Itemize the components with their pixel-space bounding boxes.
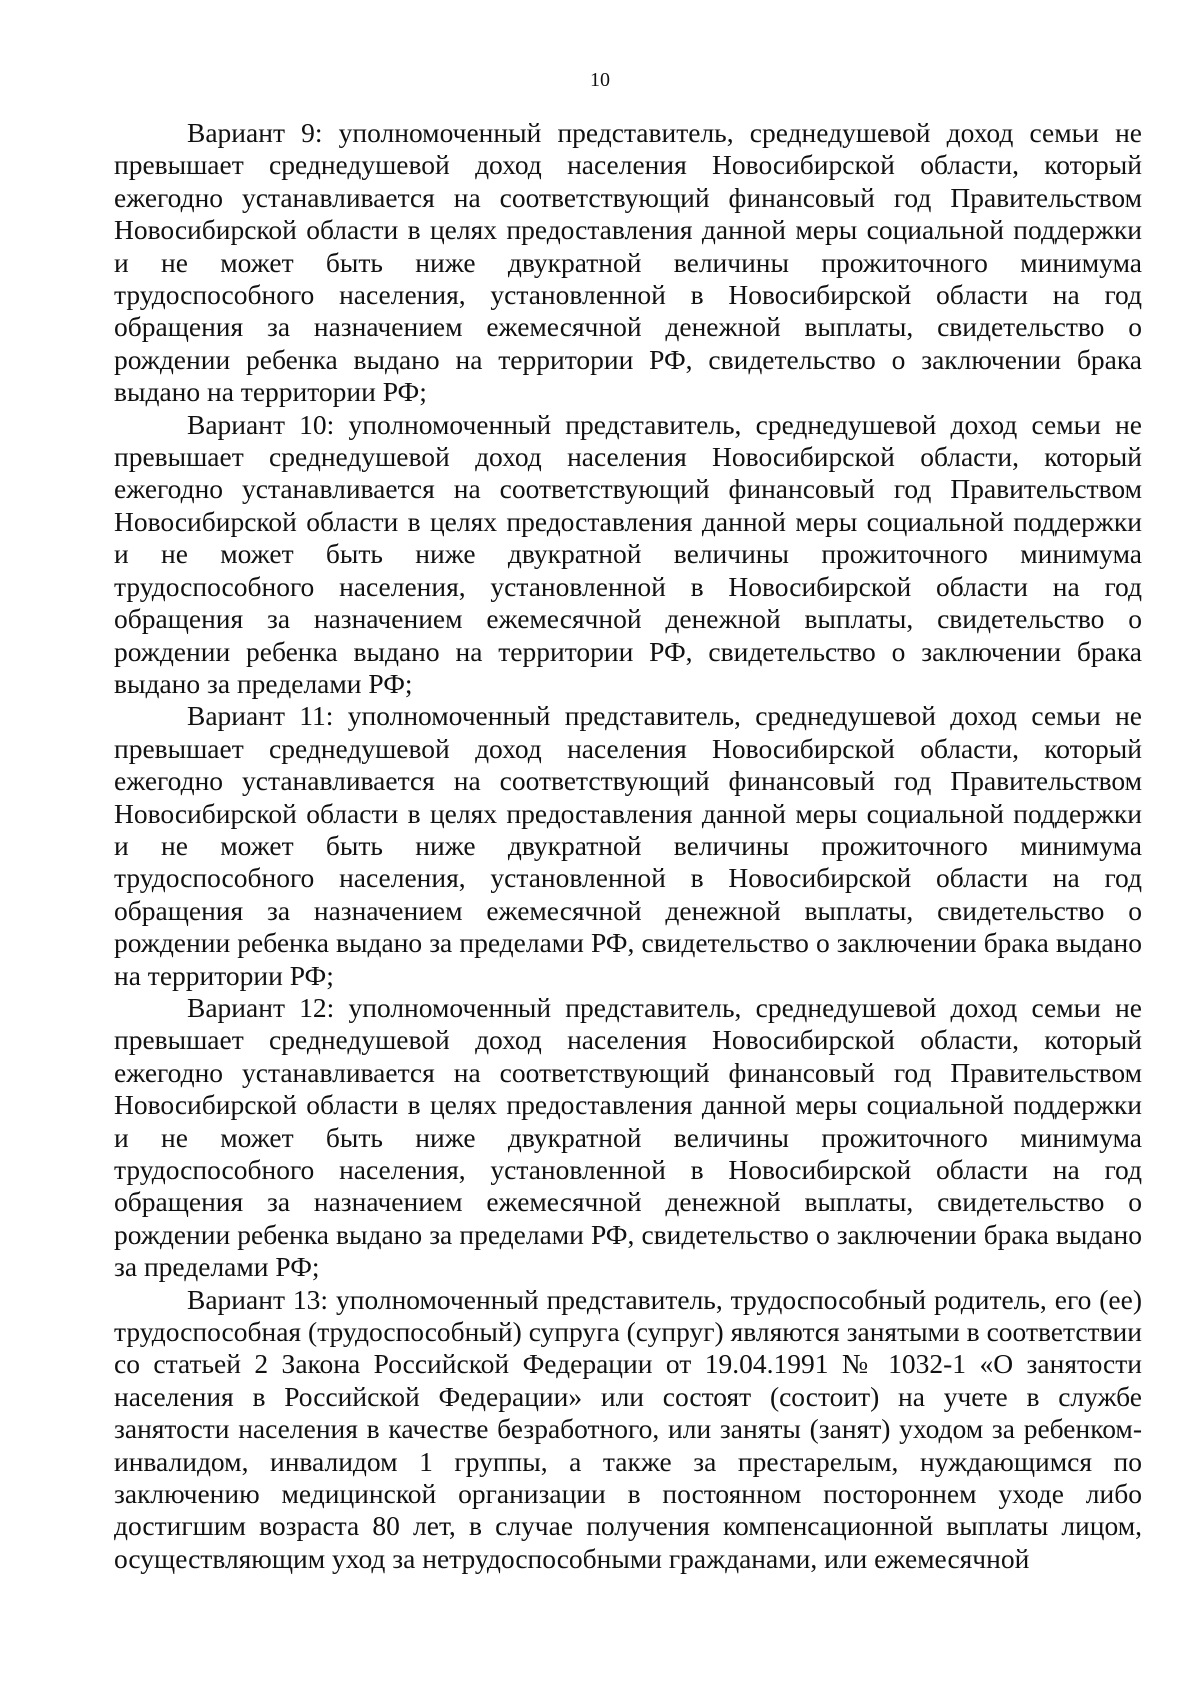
paragraph-variant-12: Вариант 12: уполномоченный представитель, среднедушевой доход семьи не превышает среднедушевой доход населения Новосибирской области, который ежегодно устанавливается на соответствующий финансовый год Правительством Новосибирской области в целях предоставления данной меры социальной поддержки и не может быть ниже двукратной величины прожиточного минимума трудоспособного населения, установленной в Новосибирской области на год обращения за назначением ежемесячной денежной выплаты, свидетельство о рождении ребенка выдано за пределами РФ, свидетельство о заключении брака выдано за пределами РФ; [114,991,1142,1283]
page-number: 10 [590,69,610,91]
document-body [114,117,1142,1575]
paragraph-variant-11: Вариант 11: уполномоченный представитель, среднедушевой доход семьи не превышает среднедушевой доход населения Новосибирской области, который ежегодно устанавливается на соответствующий финансовый год Правительством Новосибирской области в целях предоставления данной меры социальной поддержки и не может быть ниже двукратной величины прожиточного минимума трудоспособного населения, установленной в Новосибирской области на год обращения за назначением ежемесячной денежной выплаты, свидетельство о рождении ребенка выдано за пределами РФ, свидетельство о заключении брака выдано на территории РФ; [114,700,1142,991]
paragraph-variant-9: Вариант 9: уполномоченный представитель, среднедушевой доход семьи не превышает среднедушевой доход населения Новосибирской области, который ежегодно устанавливается на соответствующий финансовый год Правительством Новосибирской области в целях предоставления данной меры социальной поддержки и не может быть ниже двукратной величины прожиточного минимума трудоспособного населения, установленной в Новосибирской области на год обращения за назначением ежемесячной денежной выплаты, свидетельство о рождении ребенка выдано на территории РФ, свидетельство о заключении брака выдано на территории РФ; [114,117,1142,408]
paragraph-variant-10: Вариант 10: уполномоченный представитель, среднедушевой доход семьи не превышает среднедушевой доход населения Новосибирской области, который ежегодно устанавливается на соответствующий финансовый год Правительством Новосибирской области в целях предоставления данной меры социальной поддержки и не может быть ниже двукратной величины прожиточного минимума трудоспособного населения, установленной в Новосибирской области на год обращения за назначением ежемесячной денежной выплаты, свидетельство о рождении ребенка выдано на территории РФ, свидетельство о заключении брака выдано за пределами РФ; [114,408,1142,699]
paragraph-variant-13: Вариант 13: уполномоченный представитель, трудоспособный родитель, его (ее) трудоспособная (трудоспособный) супруга (супруг) являются занятыми в соответствии со статьей 2 Закона Российской Федерации от 19.04.1991 № 1032-1 «О занятости населения в Российской Федерации» или состоят (состоит) на учете в службе занятости населения в качестве безработного, или заняты (занят) уходом за ребенком-инвалидом, инвалидом 1 группы, а также за престарелым, нуждающимся по заключению медицинской организации в постоянном постороннем уходе либо достигшим возраста 80 лет, в случае получения компенсационной выплаты лицом, осуществляющим уход за нетрудоспособными гражданами, или ежемесячной [114,1283,1142,1574]
